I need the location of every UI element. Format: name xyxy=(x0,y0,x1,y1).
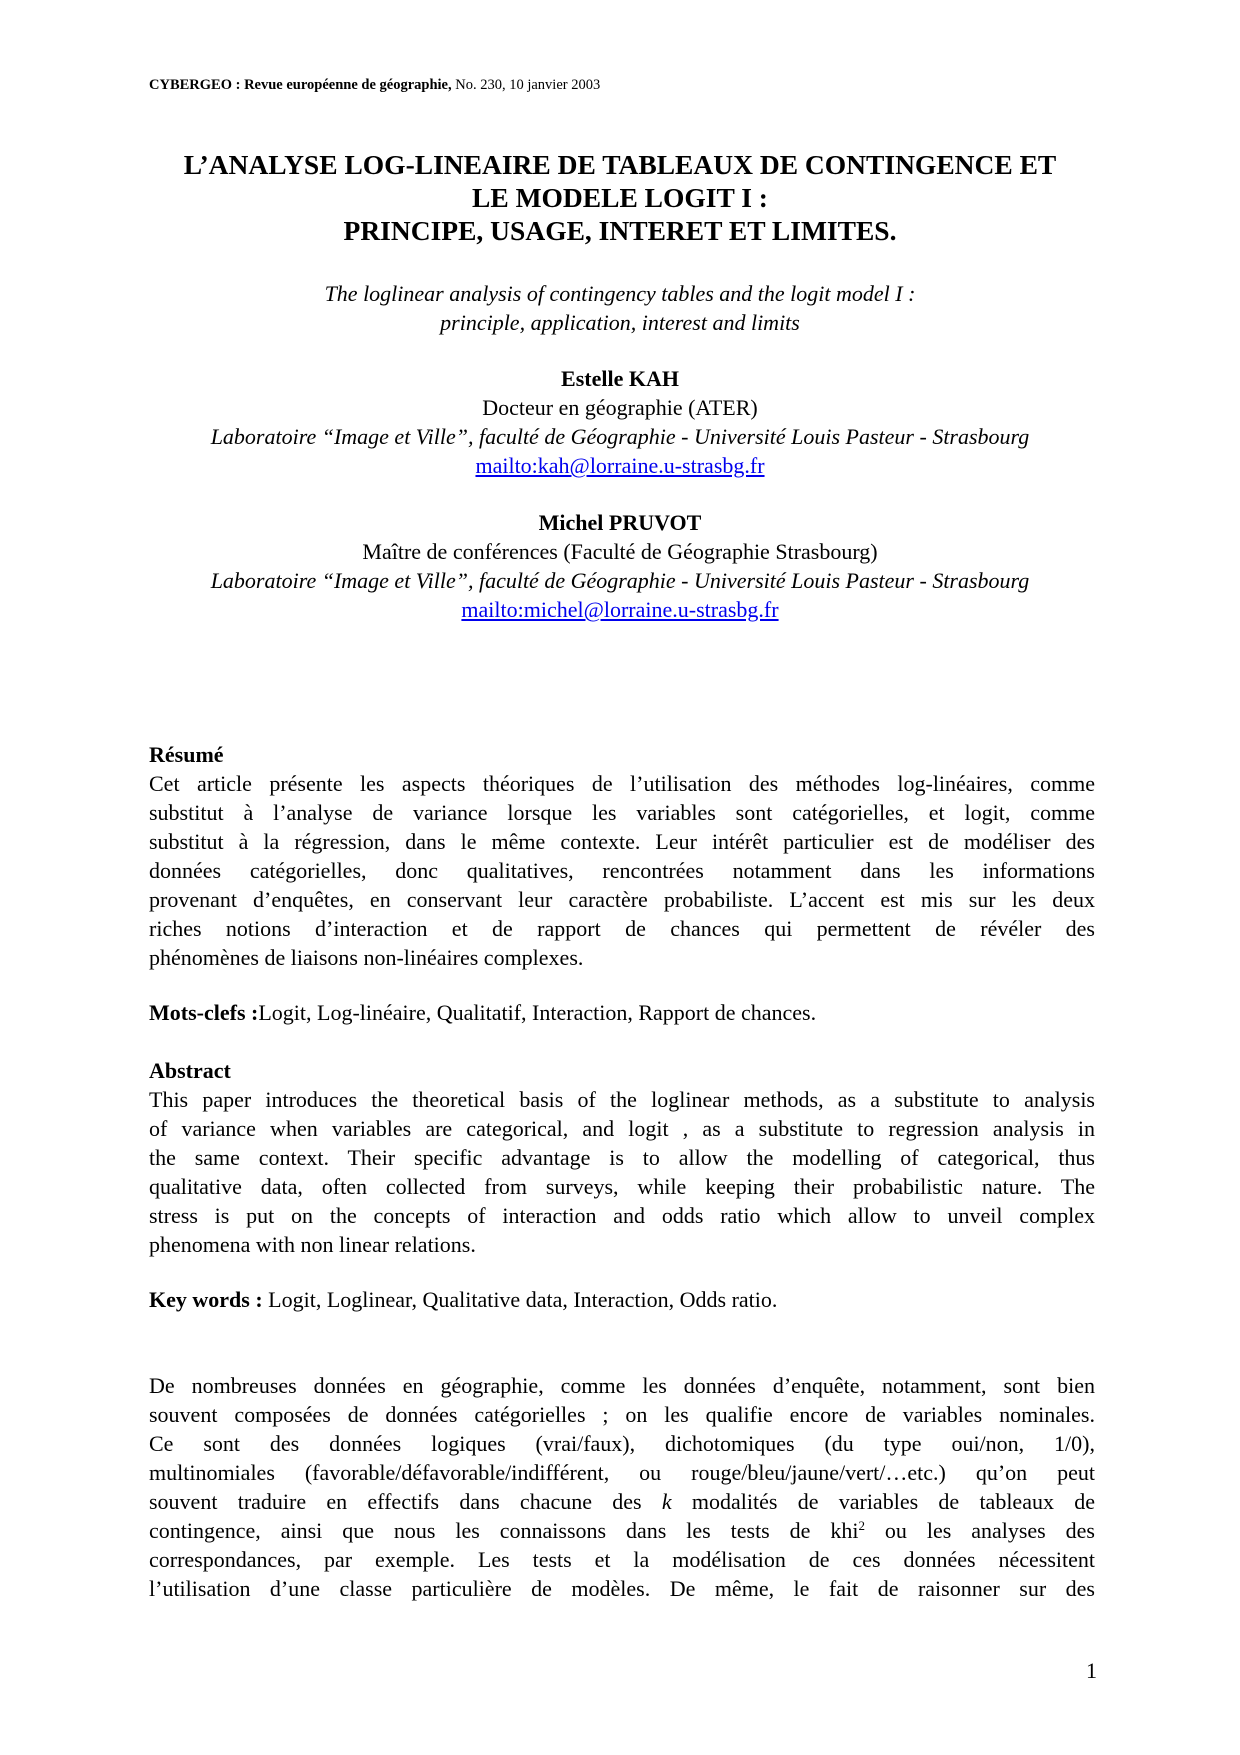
intro-text: souvent traduire en effectifs dans chacune des xyxy=(149,1489,662,1514)
abstract-line: This paper introduces the theoretical basis of the loglinear methods, as a substitute to analysis xyxy=(149,1087,1095,1112)
intro-line: Ce sont des données logiques (vrai/faux), dichotomiques (du type oui/non, 1/0), xyxy=(149,1431,1095,1456)
abstract-heading: Abstract xyxy=(149,1058,231,1083)
intro-line xyxy=(149,1487,1095,1516)
abstract-section xyxy=(149,1056,1095,1259)
intro-line: De nombreuses données en géographie, comme les données d’enquête, notamment, sont bien xyxy=(149,1373,1095,1398)
resume-section xyxy=(149,740,1095,972)
key-words xyxy=(149,1285,1095,1314)
title-line: L’ANALYSE LOG-LINEAIRE DE TABLEAUX DE CONTINGENCE ET xyxy=(183,149,1057,180)
author-name: Michel PRUVOT xyxy=(538,510,702,535)
mots-clefs-label: Mots-clefs : xyxy=(149,1000,259,1025)
intro-text: modalités de variables de tableaux de xyxy=(671,1489,1095,1514)
intro-text: contingence, ainsi que nous les connaissons dans les tests de khi xyxy=(149,1518,859,1543)
abstract-line: stress is put on the concepts of interaction and odds ratio which allow to unveil complex xyxy=(149,1203,1095,1228)
author-block-pruvot xyxy=(100,508,1140,624)
title-line: PRINCIPE, USAGE, INTERET ET LIMITES. xyxy=(343,215,897,246)
abstract-line: phenomena with non linear relations. xyxy=(149,1232,476,1257)
resume-line: riches notions d’interaction et de rapport de chances qui permettent de révéler des xyxy=(149,916,1095,941)
subtitle-line: principle, application, interest and limits xyxy=(440,310,800,335)
resume-line: substitut à l’analyse de variance lorsque les variables sont catégorielles, et logit, comme xyxy=(149,800,1095,825)
abstract-line: of variance when variables are categorical, and logit , as a substitute to regression analysis in xyxy=(149,1116,1095,1141)
title-line: LE MODELE LOGIT I : xyxy=(472,182,768,213)
author-name: Estelle KAH xyxy=(561,366,679,391)
mots-clefs xyxy=(149,998,1095,1027)
author-affiliation: Laboratoire “Image et Ville”, faculté de Géographie - Université Louis Pasteur - Strasbourg xyxy=(210,424,1030,449)
author-email-link[interactable]: mailto:kah@lorraine.u-strasbg.fr xyxy=(475,453,765,478)
resume-line: provenant d’enquêtes, en conservant leur caractère probabiliste. L’accent est mis sur les deux xyxy=(149,887,1095,912)
author-position: Docteur en géographie (ATER) xyxy=(482,395,758,420)
key-words-label: Key words : xyxy=(149,1287,263,1312)
key-words-text: Logit, Loglinear, Qualitative data, Interaction, Odds ratio. xyxy=(262,1287,778,1312)
english-title xyxy=(120,279,1120,337)
intro-line: l’utilisation d’une classe particulière de modèles. De même, le fait de raisonner sur des xyxy=(149,1576,1095,1601)
abstract-line: the same context. Their specific advantage is to allow the modelling of categorical, thus xyxy=(149,1145,1095,1170)
author-block-kah xyxy=(100,364,1140,480)
intro-text: ou les analyses des xyxy=(864,1518,1095,1543)
intro-line: correspondances, par exemple. Les tests et la modélisation de ces données nécessitent xyxy=(149,1547,1095,1572)
resume-line: données catégorielles, donc qualitatives, rencontrées notamment dans les informations xyxy=(149,858,1095,883)
subtitle-line: The loglinear analysis of contingency tables and the logit model I : xyxy=(324,281,916,306)
author-email-link[interactable]: mailto:michel@lorraine.u-strasbg.fr xyxy=(461,597,779,622)
variable-k: k xyxy=(661,1489,672,1514)
resume-line: substitut à la régression, dans le même contexte. Leur intérêt particulier est de modéliser des xyxy=(149,829,1095,854)
author-affiliation: Laboratoire “Image et Ville”, faculté de Géographie - Université Louis Pasteur - Strasbourg xyxy=(210,568,1030,593)
resume-line: phénomènes de liaisons non-linéaires complexes. xyxy=(149,945,584,970)
author-position: Maître de conférences (Faculté de Géographie Strasbourg) xyxy=(362,539,878,564)
superscript-2: 2 xyxy=(858,1518,865,1533)
journal-name: CYBERGEO : Revue européenne de géographie, xyxy=(149,77,452,93)
resume-heading: Résumé xyxy=(149,742,224,767)
intro-paragraph xyxy=(149,1371,1095,1603)
mots-clefs-text: Logit, Log-linéaire, Qualitatif, Interaction, Rapport de chances. xyxy=(258,1000,817,1025)
paper-title xyxy=(120,148,1120,247)
intro-line: multinomiales (favorable/défavorable/indifférent, ou rouge/bleu/jaune/vert/…etc.) qu’on peut xyxy=(149,1460,1095,1485)
intro-line: souvent composées de données catégorielles ; on les qualifie encore de variables nominales. xyxy=(149,1402,1095,1427)
abstract-line: qualitative data, often collected from surveys, while keeping their probabilistic nature. The xyxy=(149,1174,1095,1199)
running-header xyxy=(149,76,600,94)
issue-info: No. 230, 10 janvier 2003 xyxy=(451,77,601,93)
intro-line xyxy=(149,1516,1095,1545)
resume-line: Cet article présente les aspects théoriques de l’utilisation des méthodes log-linéaires, comme xyxy=(149,771,1095,796)
page-number: 1 xyxy=(1086,1658,1097,1683)
